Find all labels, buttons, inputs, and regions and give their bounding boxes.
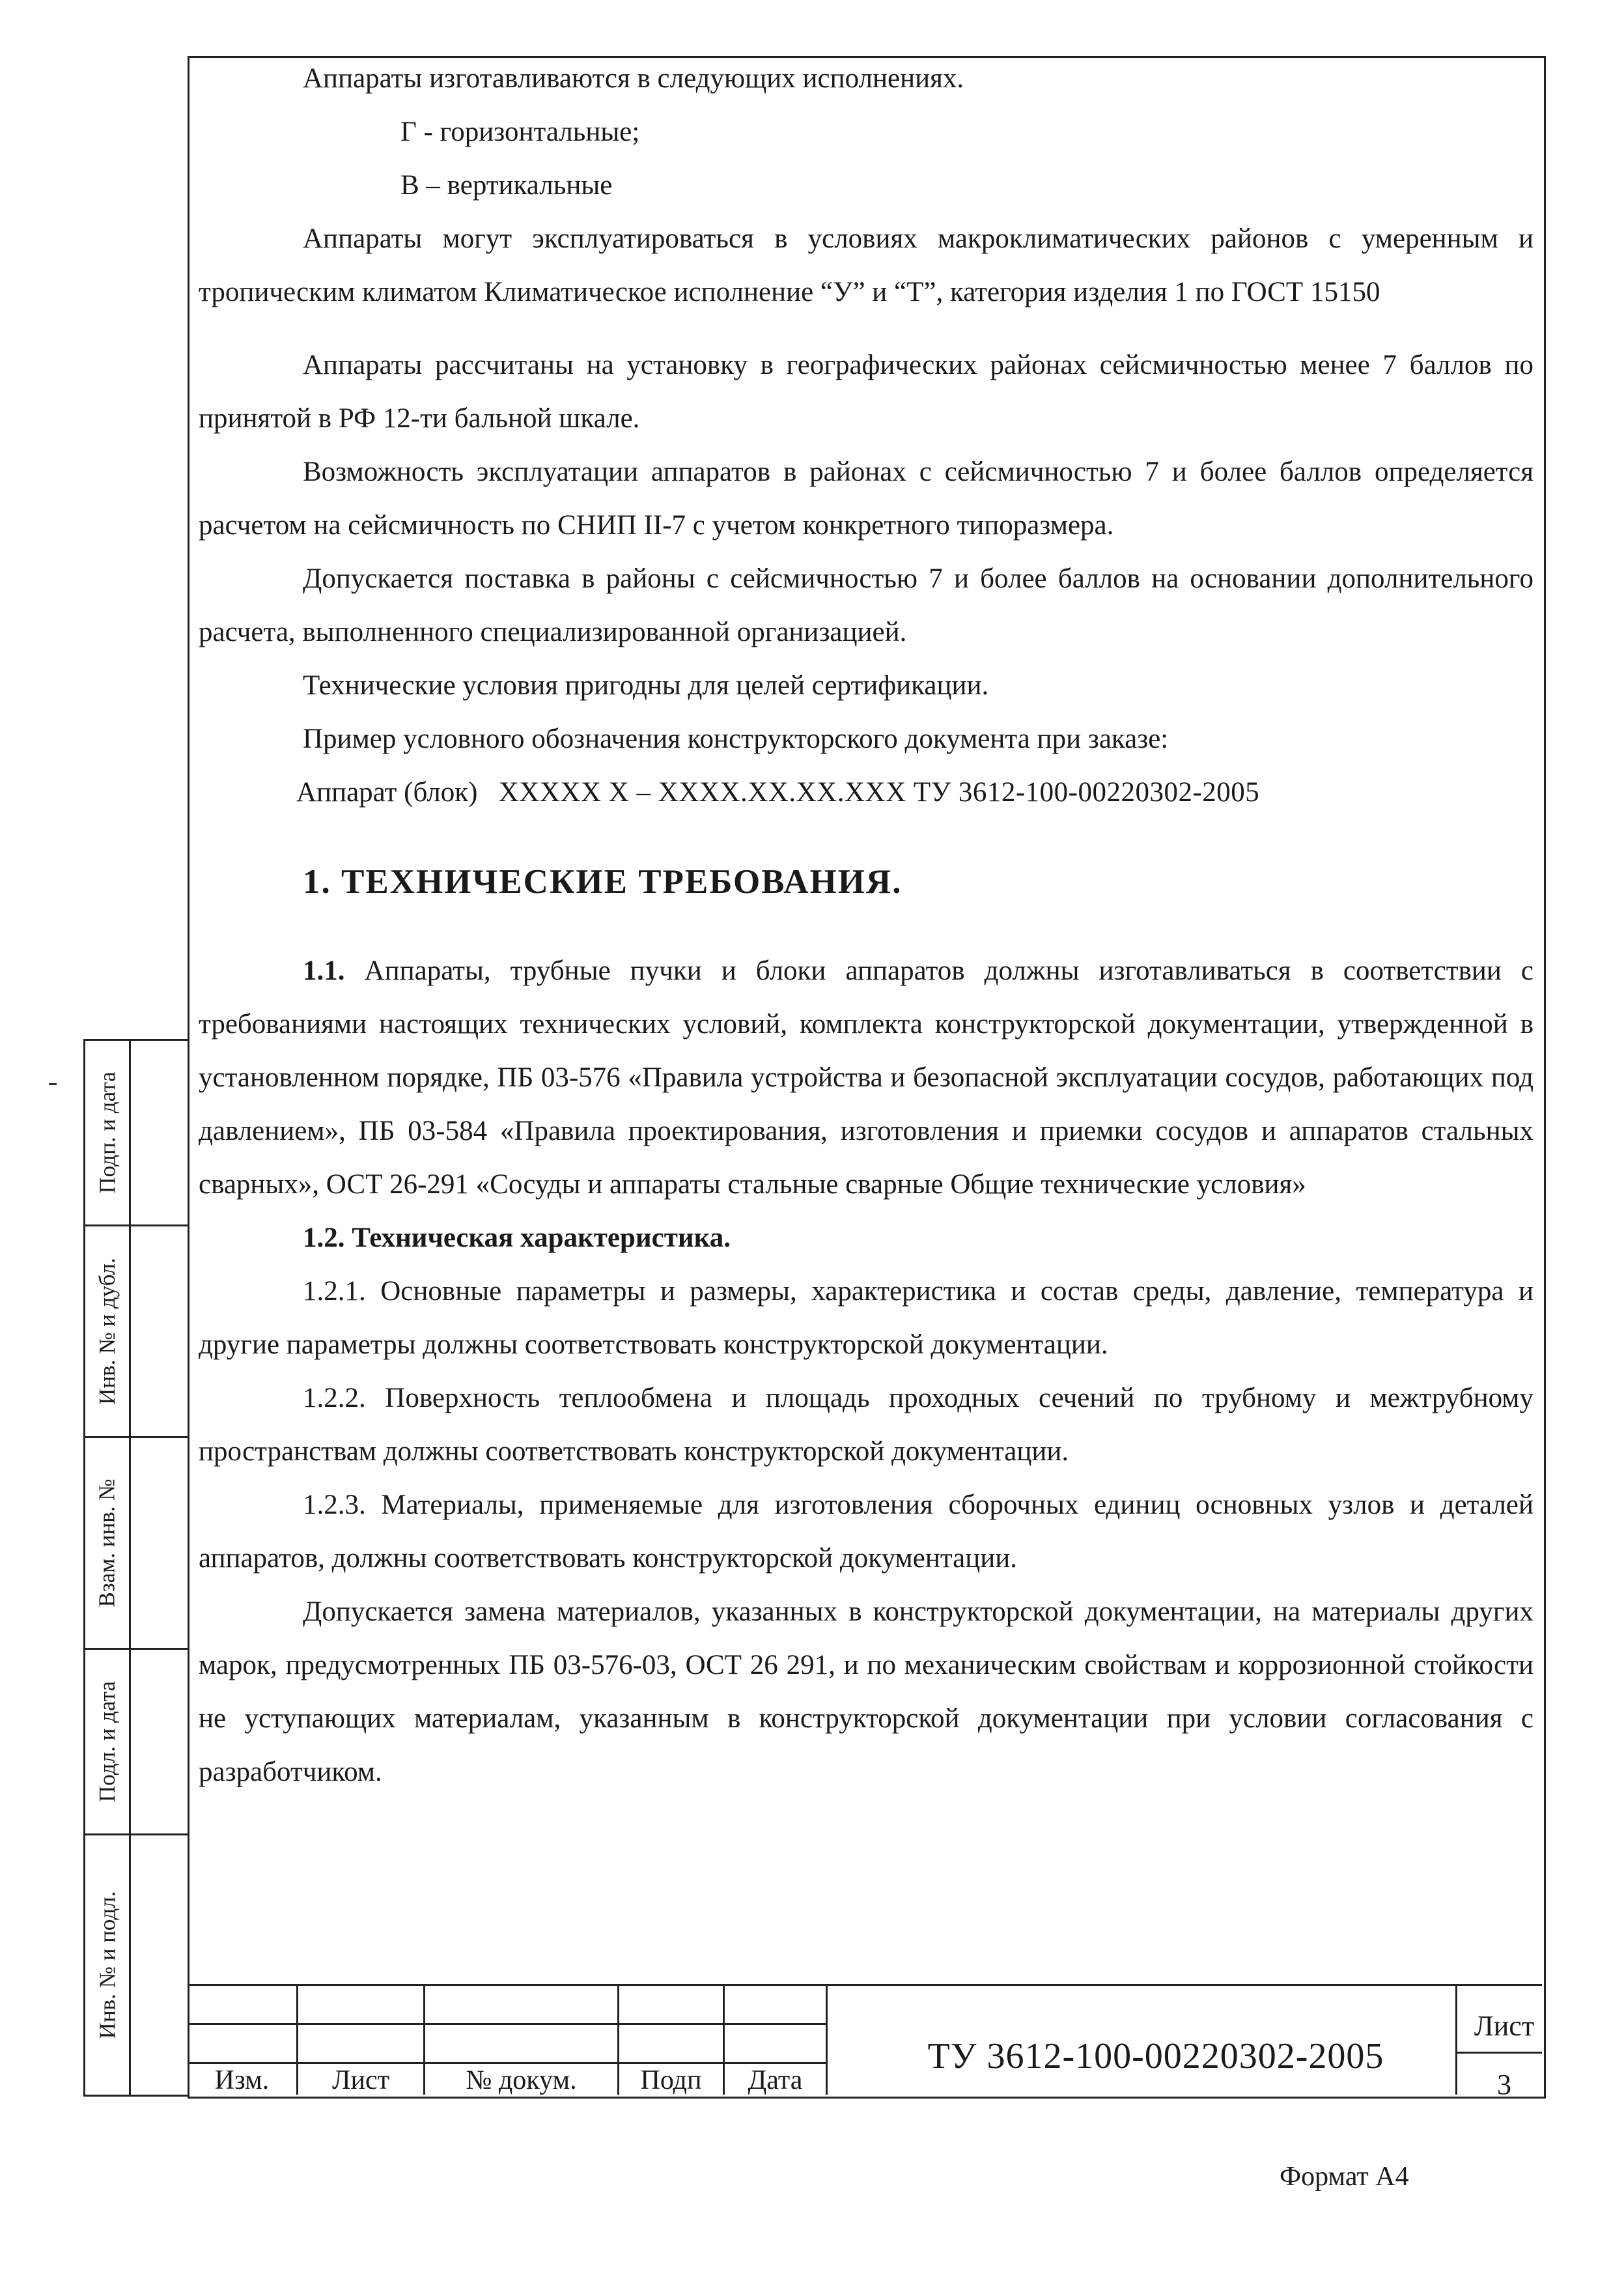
paragraph-vertical: В – вертикальные	[400, 170, 613, 201]
paragraph-1-2-1: 1.2.1. Основные параметры и размеры, характеристика и состав среды, давление, температура и другие параметры должны соответствовать конструкторской документации.	[199, 1276, 1533, 1360]
column-doc-number: № докум.	[466, 2065, 577, 2095]
side-label-inv-podl: Инв. № и подл.	[94, 1891, 120, 2039]
side-cell-vzam-inv	[85, 1438, 130, 1648]
sheet-cell-divider	[1455, 2052, 1542, 2054]
clause-number-1-1: 1.1.	[303, 955, 345, 986]
column-list: Лист	[332, 2065, 389, 2095]
side-cell-inv-podl	[85, 1835, 130, 2095]
paragraph-1-2-3: 1.2.3. Материалы, применяемые для изготовления сборочных единиц основных узлов и деталей аппаратов, должны соответствовать конструкторской документации.	[199, 1490, 1533, 1574]
example-code: XXXXX X – XXXX.XX.XX.XXX ТУ 3612-100-00220302-2005	[498, 777, 1260, 808]
side-label-podp-data: Подп. и дата	[94, 1071, 120, 1194]
subheading-1-2: 1.2. Техническая характеристика.	[303, 1223, 731, 1253]
column-izm: Изм.	[214, 2065, 270, 2095]
paragraph-example-designation	[199, 766, 1533, 819]
column-signature: Подп	[640, 2065, 702, 2095]
paragraph-climate: Аппараты могут эксплуатироваться в условиях макроклиматических районов с умеренным и тропическим климатом Климатическое исполнение “У” и “Т”, категория изделия 1 по ГОСТ 15150	[199, 223, 1533, 307]
section-heading: 1. ТЕХНИЧЕСКИЕ ТРЕБОВАНИЯ.	[303, 863, 903, 901]
side-cell-inv-dubl	[85, 1226, 130, 1436]
paragraph-seismic-calc: Возможность эксплуатации аппаратов в районах с сейсмичностью 7 и более баллов определяется расчетом на сейсмичность по СНИП II-7 с учетом конкретного типоразмера.	[199, 457, 1533, 541]
format-label: Формат А4	[1280, 2162, 1409, 2192]
side-cell-podl-data	[85, 1650, 130, 1833]
paragraph-horizontal: Г - горизонтальные;	[400, 117, 640, 147]
title-block-row-1	[188, 2023, 827, 2025]
sheet-number: 3	[1497, 2069, 1511, 2101]
paragraph-material-substitution: Допускается замена материалов, указанных в конструкторской документации, на материалы других марок, предусмотренных ПБ 03-576-03, ОСТ 26 291, и по механическим свойствам и коррозионной стойкости не уступающих материалам, указанным в конструкторской документации при условии согласования с разработчиком.	[199, 1596, 1533, 1787]
document-code: ТУ 3612-100-00220302-2005	[927, 2036, 1384, 2076]
side-label-vzam-inv: Взам. инв. №	[94, 1478, 120, 1607]
side-cell-podp-data	[85, 1041, 130, 1224]
title-block-top	[188, 1984, 1542, 1986]
title-block-row-2	[188, 2062, 827, 2064]
side-strip-bottom	[83, 2095, 188, 2097]
paragraph-1-2-2: 1.2.2. Поверхность теплообмена и площадь проходных сечений по трубному и межтрубному пространствам должны соответствовать конструкторской документации.	[199, 1383, 1533, 1467]
paragraph-seismic-install: Аппараты рассчитаны на установку в географических районах сейсмичностью менее 7 баллов по принятой в РФ 12-ти бальной шкале.	[199, 350, 1533, 434]
column-date: Дата	[748, 2065, 803, 2095]
clause-text-1-1: Аппараты, трубные пучки и блоки аппаратов должны изготавливаться в соответствии с требованиями настоящих технических условий, комплекта конструкторской документации, утвержденной в установленном порядке, ПБ 03-576 «Правила устройства и безопасной эксплуатации сосудов, работающих под давлением», ПБ 03-584 «Правила проектирования, изготовления и приемки сосудов и аппаратов стальных сварных», ОСТ 26-291 «Сосуды и аппараты стальные сварные Общие технические условия»	[199, 955, 1534, 1200]
paragraph-certification: Технические условия пригодны для целей сертификации.	[303, 670, 989, 701]
sheet-label: Лист	[1474, 2010, 1535, 2042]
title-block-col-5	[826, 1984, 828, 2095]
document-body	[199, 52, 1533, 1799]
margin-tick-mark	[49, 1083, 57, 1085]
side-label-podl-data: Подл. и дата	[94, 1681, 120, 1802]
paragraph-executions: Аппараты изготавливаются в следующих исполнениях.	[303, 63, 964, 94]
paragraph-1-1	[199, 944, 1533, 1211]
side-label-inv-dubl: Инв. № и дубл.	[94, 1258, 120, 1405]
paragraph-supply-allowed: Допускается поставка в районы с сейсмичностью 7 и более баллов на основании дополнительного расчета, выполненного специализированной организацией.	[199, 563, 1533, 647]
paragraph-example-intro: Пример условного обозначения конструкторского документа при заказе:	[303, 724, 1169, 754]
example-prefix: Аппарат (блок)	[296, 777, 478, 808]
